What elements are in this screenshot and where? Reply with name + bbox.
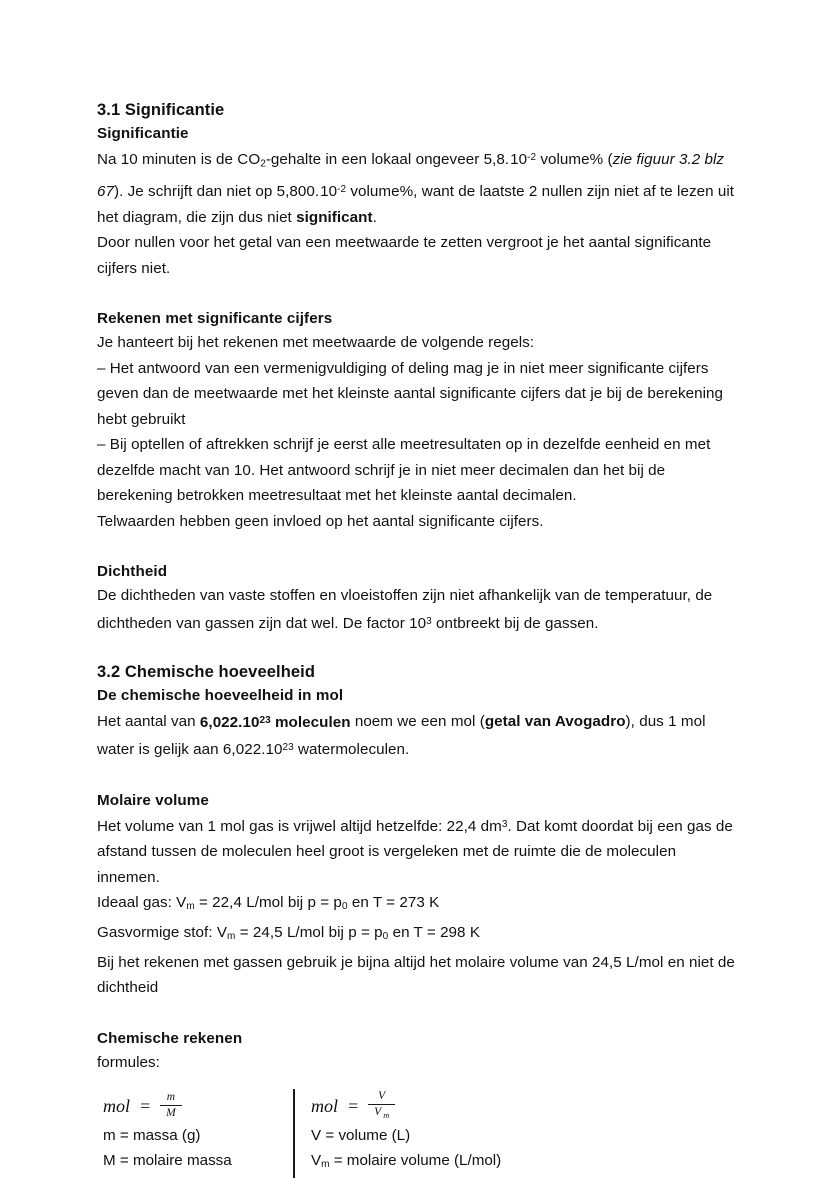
subheading-chemische-rekenen: Chemische rekenen — [97, 1029, 243, 1047]
gasvormig-tail: en T = 298 K — [388, 924, 481, 942]
formula-column-right — [293, 1089, 501, 1177]
fraction-denominator-M: M — [160, 1105, 182, 1120]
fraction-numerator-V: V — [378, 1090, 386, 1103]
formula-mol-V-over-Vm — [311, 1089, 501, 1123]
paragraph-rekenen-intro: Je hanteert bij het rekenen met meetwaarde de volgende regels: — [97, 334, 535, 352]
formula-column-left — [97, 1089, 293, 1173]
gasvormig-label: Gasvormige stof: V — [97, 924, 228, 942]
subheading-chemische-hoeveelheid-in-mol: De chemische hoeveelheid in mol — [97, 687, 344, 705]
definition-V: V = volume (L) — [311, 1127, 411, 1145]
subscript-2: 2 — [260, 158, 266, 170]
formula-mol-m-over-M — [103, 1089, 293, 1123]
spacer — [97, 281, 737, 307]
formula-block — [97, 1089, 737, 1177]
dichtheid-text-a: De dichtheden van vaste stoffen en vloeistoffen zijn niet afhankelijk van de temperatuur, de dichtheden van gassen zijn dat wel. De factor 10 — [97, 587, 713, 632]
molaire-text-b: . Dat komt doordat bij een gas de afstand tussen de moleculen heel groot is vergeleken met de ruimte die de moleculen innemen. — [97, 817, 733, 886]
fraction-m-over-M — [160, 1091, 182, 1120]
fraction-V-over-Vm — [368, 1090, 395, 1120]
subheading-rekenen: Rekenen met significante cijfers — [97, 310, 333, 328]
spacer — [97, 534, 737, 560]
subscript-m-b: m — [227, 931, 236, 943]
italic-zie-figuur: zie figuur 3.2 blz 67 — [97, 151, 725, 201]
label-formules: formules: — [97, 1053, 160, 1071]
subheading-dichtheid: Dichtheid — [97, 563, 168, 581]
ideaal-label: Ideaal gas: V — [97, 894, 187, 912]
avogadro-line2-a: 1 mol water is gelijk aan 6,022.10 — [97, 713, 706, 759]
bold-avogadro-number — [200, 714, 351, 731]
superscript-minus-2-b: -2 — [337, 183, 347, 195]
section-heading-3-2: 3.2 Chemische hoeveelheid — [97, 663, 316, 682]
dichtheid-text-b: ontbreekt bij de gassen. — [431, 614, 599, 632]
subscript-m: m — [186, 901, 195, 913]
superscript-3: 3 — [426, 615, 432, 627]
line-ideaal-gas — [97, 890, 737, 920]
ideaal-mid: = 22,4 L/mol bij p = p — [194, 894, 342, 912]
spacer — [97, 763, 737, 789]
paragraph-dichtheid — [97, 583, 737, 636]
subscript-m-c: m — [321, 1159, 330, 1171]
superscript-minus-2: -2 — [527, 152, 537, 163]
spacer — [97, 1001, 737, 1027]
subscript-0-b: 0 — [382, 931, 389, 943]
paragraph-rekenen-rule-2: – Bij optellen of aftrekken schrijf je eerst alle meetresultaten op in dezelfde eenheid en met dezelfde macht van 10. Het antwoord schrijf je in niet meer decimalen dan het bij de berekening betrokken meetresultaat met het kleinste aantal decimalen. — [97, 436, 711, 505]
line-gasvormige-stof — [97, 920, 737, 950]
denominator-subscript-m: m — [383, 1111, 390, 1121]
avogadro-text-a: Het aantal van — [97, 713, 200, 731]
definition-M: M = molaire massa — [103, 1152, 232, 1170]
definition-m: m = massa (g) — [103, 1127, 201, 1145]
subheading-molaire-volume: Molaire volume — [97, 791, 209, 809]
definition-Vm-text: = molaire volume (L/mol) — [329, 1152, 502, 1170]
formula-right-lhs: mol — [311, 1095, 338, 1116]
superscript-23: 23 — [259, 714, 271, 726]
molaire-text-a: Het volume van 1 mol gas is vrijwel altijd hetzelfde: 22,4 dm — [97, 817, 502, 835]
formula-left-lhs: mol — [103, 1095, 130, 1116]
paragraph-rekenen-rule-3: Telwaarden hebben geen invloed op het aantal significante cijfers. — [97, 512, 544, 530]
paragraph-rekenen-rule-1: – Het antwoord van een vermenigvuldiging of deling mag je in niet meer significante cijfers geven dan de meetwaarde met het kleinste aantal significante cijfers dat je bij de berekening hebt gebruikt — [97, 359, 724, 428]
avogadro-text-b: noem we een mol ( — [350, 713, 485, 731]
paragraph-molaire-closing: Bij het rekenen met gassen gebruik je bijna altijd het molaire volume van 24,5 L/mol en niet de dichtheid — [97, 953, 735, 997]
avogadro-text-c: ), dus — [625, 713, 664, 731]
document-body — [97, 98, 737, 1178]
denominator-V: V — [374, 1106, 382, 1119]
paragraph-molaire-volume — [97, 812, 737, 891]
bold-significant: significant — [296, 208, 373, 226]
paragraph-significantie-1: Na 10 minuten is de $CO_2$-gehalte in een lokaal ongeveer $5,8.10^{-2}$ volume% (zie figuur 3.2 blz 67). Je schrijft dan niet op $5,800.10^{-2}$ volume%, want de laatste 2 nullen zijn niet af te lezen uit het diagram, die zijn dus niet significant. — [97, 151, 735, 226]
avogadro-number: 6,022.10 — [199, 713, 260, 731]
paragraph-significantie-2: Door nullen voor het getal van een meetwaarde te zetten vergroot je het aantal significante cijfers niet. — [97, 234, 712, 277]
definition-Vm — [311, 1148, 501, 1177]
subheading-significantie: Significantie — [97, 125, 189, 142]
definition-Vm-symbol: V — [311, 1152, 322, 1170]
spacer — [97, 636, 737, 660]
superscript-3-dm: 3 — [501, 818, 508, 830]
bold-getal-van-avogadro: getal van Avogadro — [484, 713, 626, 731]
section-heading-3-1: 3.1 Significantie — [97, 101, 225, 119]
fraction-denominator-Vm — [368, 1104, 395, 1120]
formula-right-equals: = — [347, 1095, 360, 1116]
ideaal-tail: en T = 273 K — [347, 894, 440, 912]
avogadro-line2-b: watermoleculen. — [293, 741, 410, 759]
avogadro-moleculen: moleculen — [270, 713, 351, 731]
paragraph-avogadro — [97, 707, 737, 762]
fraction-numerator-m: m — [166, 1090, 176, 1103]
gasvormig-mid: = 24,5 L/mol bij p = p — [235, 924, 383, 942]
formula-left-equals: = — [139, 1095, 152, 1116]
subscript-0: 0 — [341, 901, 348, 913]
superscript-23-b: 23 — [282, 742, 294, 754]
